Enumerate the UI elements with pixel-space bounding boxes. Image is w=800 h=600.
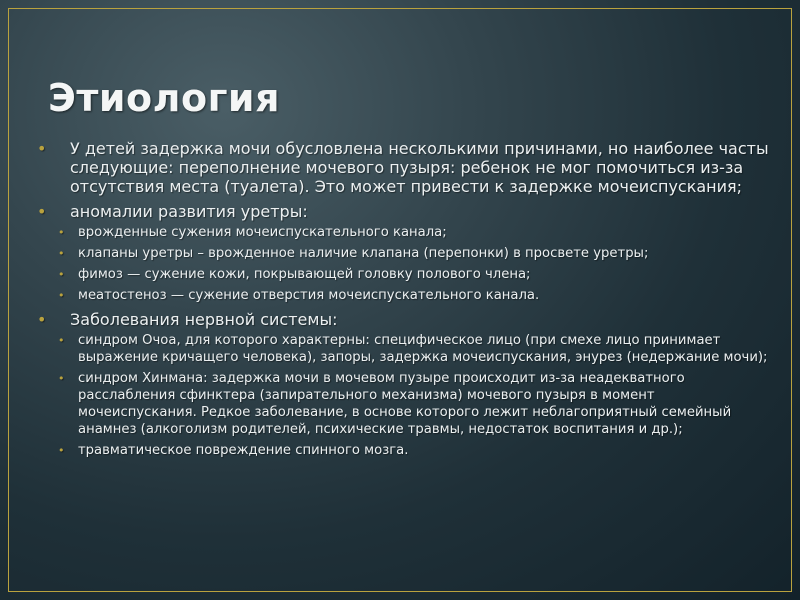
list-item [32,310,772,459]
bullet-icon: • [58,247,65,260]
sub-list-item-text: клапаны уретры – врожденное наличие клапана (перепонки) в просвете уретры; [78,246,649,261]
bullet-icon: • [58,334,65,347]
list-item-text: У детей задержка мочи обусловлена несколькими причинами, но наиболее часты следующие: переполнение мочевого пузыря: ребенок не мог помочиться из-за отсутствия места (туалета). Это может привести к задержке мочеиспускания; [70,139,769,196]
sub-list-item [52,442,772,459]
bullet-icon: • [37,202,47,221]
bullet-icon: • [58,372,65,385]
sub-list-item [52,332,772,366]
sub-list-item-text: фимоз — сужение кожи, покрывающей головку полового члена; [78,267,531,282]
sub-list-item [52,287,772,304]
bullet-icon: • [58,226,65,239]
list-item [32,139,772,196]
sub-list-item [52,370,772,438]
slide-title: Этиология [48,76,280,120]
bullet-icon: • [58,289,65,302]
sub-bullet-list [58,332,772,459]
bullet-icon: • [58,444,65,457]
sub-list-item [52,266,772,283]
slide-content [32,139,772,465]
sub-list-item-text: травматическое повреждение спинного мозга. [78,443,409,458]
sub-list-item [52,245,772,262]
bullet-icon: • [37,310,47,329]
bullet-icon: • [37,139,47,158]
list-item-text: аномалии развития уретры: [70,202,308,221]
sub-list-item-text: синдром Хинмана: задержка мочи в мочевом пузыре происходит из-за неадекватного расслабления сфинктера (запирательного механизма) мочевого пузыря в момент мочеиспускания. Редкое заболевание, в основе которого лежит неблагоприятный семейный анамнез (алкоголизм родителей, психические травмы, недостаток воспитания и др.); [78,371,732,437]
list-item [32,202,772,304]
bullet-icon: • [58,268,65,281]
list-item-text: Заболевания нервной системы: [70,310,338,329]
bullet-list [32,139,772,459]
sub-list-item-text: синдром Очоа, для которого характерны: специфическое лицо (при смехе лицо принимает выражение кричащего человека), запоры, задержка мочеиспускания, энурез (недержание мочи); [78,333,768,365]
sub-list-item [52,224,772,241]
sub-list-item-text: меатостеноз — сужение отверстия мочеиспускательного канала. [78,288,540,303]
sub-bullet-list [58,224,772,304]
sub-list-item-text: врожденные сужения мочеиспускательного канала; [78,225,447,240]
